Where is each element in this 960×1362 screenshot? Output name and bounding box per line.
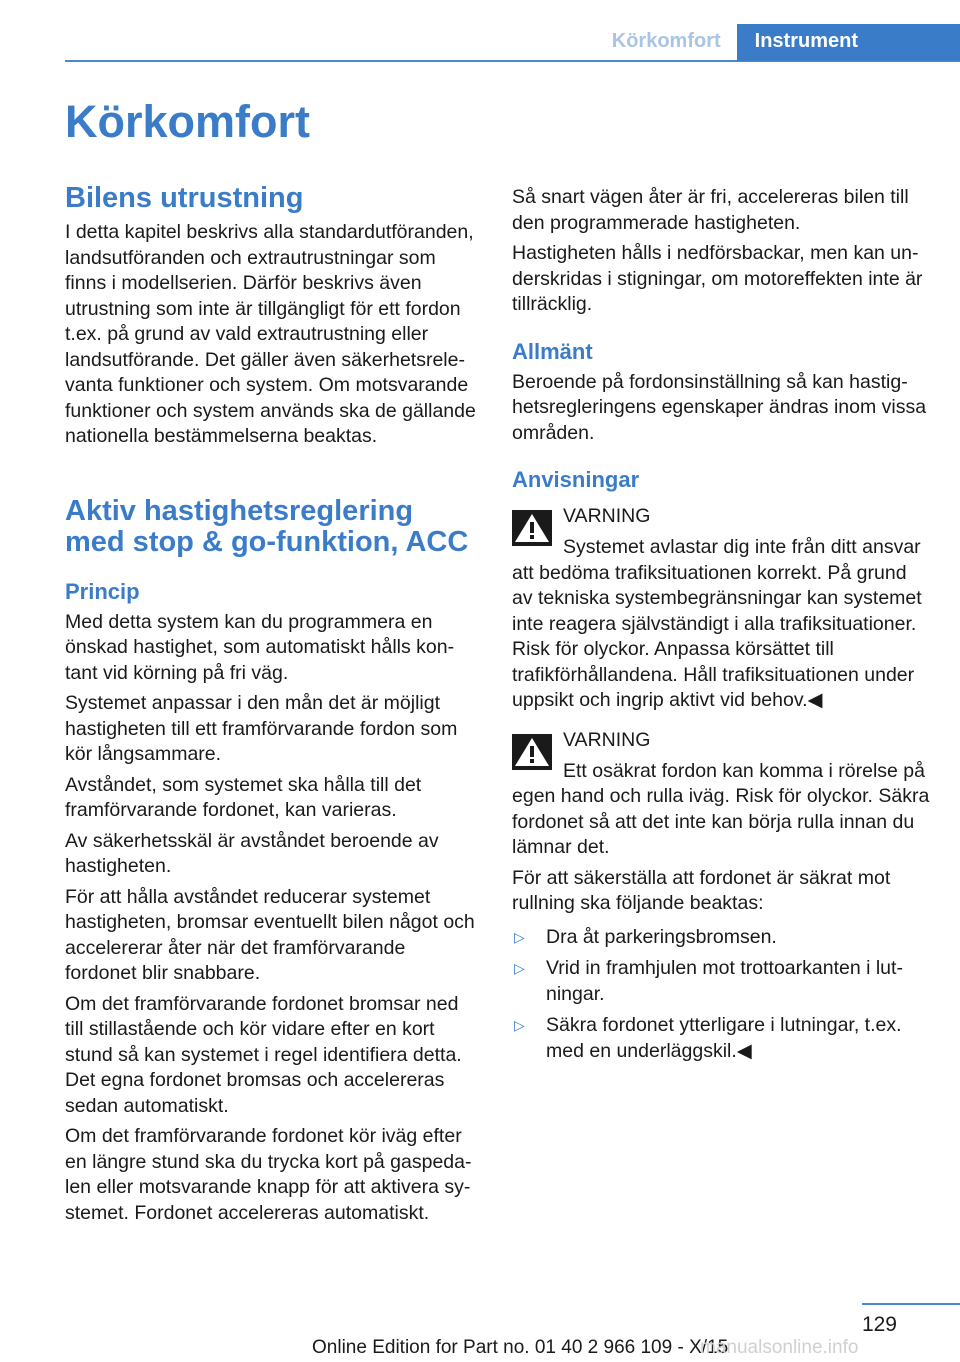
principle-paragraph: För att hålla avståndet reducerar systemet hastigheten, bromsar eventuellt bilen något och accelererar åter när det framförvarande fordonet blir snabbare. [65,885,475,984]
notes-heading: Anvisningar [512,467,640,492]
principle-paragraph: Av säkerhetsskäl är avståndet beroende av hastigheten. [65,829,439,877]
list-item-text: Vrid in framhjulen mot trottoarkanten i lutningar. [546,957,903,1005]
principle-paragraph: Systemet anpassar i den mån det är möjligt hastigheten till ett framförvarande fordon som kör långsammare. [65,692,458,765]
principle-heading: Princip [65,578,140,604]
section-heading-acc: Aktiv hastighetsreglering med stop & go-funktion, ACC [65,494,469,558]
right-column [512,185,932,1070]
bullet-list [512,925,932,1065]
warning-box [512,728,932,861]
header-tabs [596,24,960,61]
after-warning-text: För att säkerställa att fordonet är säkrat mot rullning ska följande beaktas: [512,866,891,914]
tab-section[interactable]: Körkomfort [611,30,721,52]
principle-paragraph: Om det framförvarande fordonet bromsar ned till stillastående och kör vidare efter en kort stund så kan systemet i regel identifiera detta. Det egna fordonet bromsas och accelereras sedan automatiskt. [65,992,462,1117]
principle-paragraph: Om det framförvarande fordonet kör iväg efter en längre stund ska du trycka kort på gaspedalen eller motsvarande knapp för att aktivera systemet. Fordonet accelereras automatiskt. [65,1125,472,1224]
bullet-triangle-icon: ▷ [514,960,525,976]
warning-triangle-icon [512,734,552,770]
warning-box [512,504,932,714]
page-number: 129 [861,1313,897,1336]
warning-label: VARNING [563,728,651,751]
list-item-text: Säkra fordonet ytterligare i lutningar, t.ex. med en underläggskil.◀ [546,1014,902,1062]
left-column [65,182,480,1231]
warning-triangle-icon [512,510,552,546]
general-heading: Allmänt [512,338,593,364]
warning-text: Ett osäkrat fordon kan komma i rörelse på egen hand och rulla iväg. Risk för olyckor. Säkra fordonet så att det inte kan börja rulla innan du lämnar det. [512,759,930,858]
footer-rule [862,1303,960,1305]
equipment-text: I detta kapitel beskrivs alla standardutföranden, landsutföranden och extrautrustningar som finns i modellserien. Därför beskrivs även utrustning som inte är tillgängligt för ett fordon t.ex. på grund av vald extrautrustning eller landsutförande. Det gäller även säkerhetsrelevanta funktioner och system. Om motsvarande funktioner och system används ska de gällande nationella bestämmelserna beaktas. [65,221,476,447]
bullet-triangle-icon: ▷ [514,1017,525,1033]
list-item-text: Dra åt parkeringsbromsen. [546,925,777,948]
warning-label: VARNING [563,505,651,527]
intro-paragraph: Så snart vägen åter är fri, accelereras bilen till den programmerade hastigheten. [512,186,909,234]
watermark: manualsonline.info [700,1337,859,1358]
tab-chapter[interactable]: Instrument [737,24,960,61]
list-item [512,925,932,951]
page-title: Körkomfort [65,96,310,147]
principle-paragraph: Med detta system kan du programmera en önskad hastighet, som automatiskt hålls kontant vid körning på fri väg. [65,610,455,684]
footer-edition: Online Edition for Part no. 01 40 2 966 109 - X/15 [312,1337,729,1358]
warning-text: Systemet avlastar dig inte från ditt ansvar att bedöma trafiksituationen korrekt. På grund av tekniska systembegränsningar kan systemet inte reagera självständigt i alla trafiksituationer. Risk för olyckor. Anpassa körsättet till trafikförhållandena. Håll trafiksituationen under uppsikt och ingrip aktivt vid behov.◀ [512,536,922,711]
intro-paragraph: Hastigheten hålls i nedförsbackar, men kan underskridas i stigningar, om motoreffekten inte är tillräcklig. [512,242,923,315]
list-item [512,956,932,1007]
bullet-triangle-icon: ▷ [514,928,525,945]
principle-paragraph: Avståndet, som systemet ska hålla till det framförvarande fordonet, kan varieras. [65,773,422,821]
section-heading-equipment: Bilens utrustning [65,182,304,214]
list-item [512,1013,932,1064]
general-text: Beroende på fordonsinställning så kan hastighetsregleringens egenskaper ändras inom vissa områden. [512,370,927,444]
